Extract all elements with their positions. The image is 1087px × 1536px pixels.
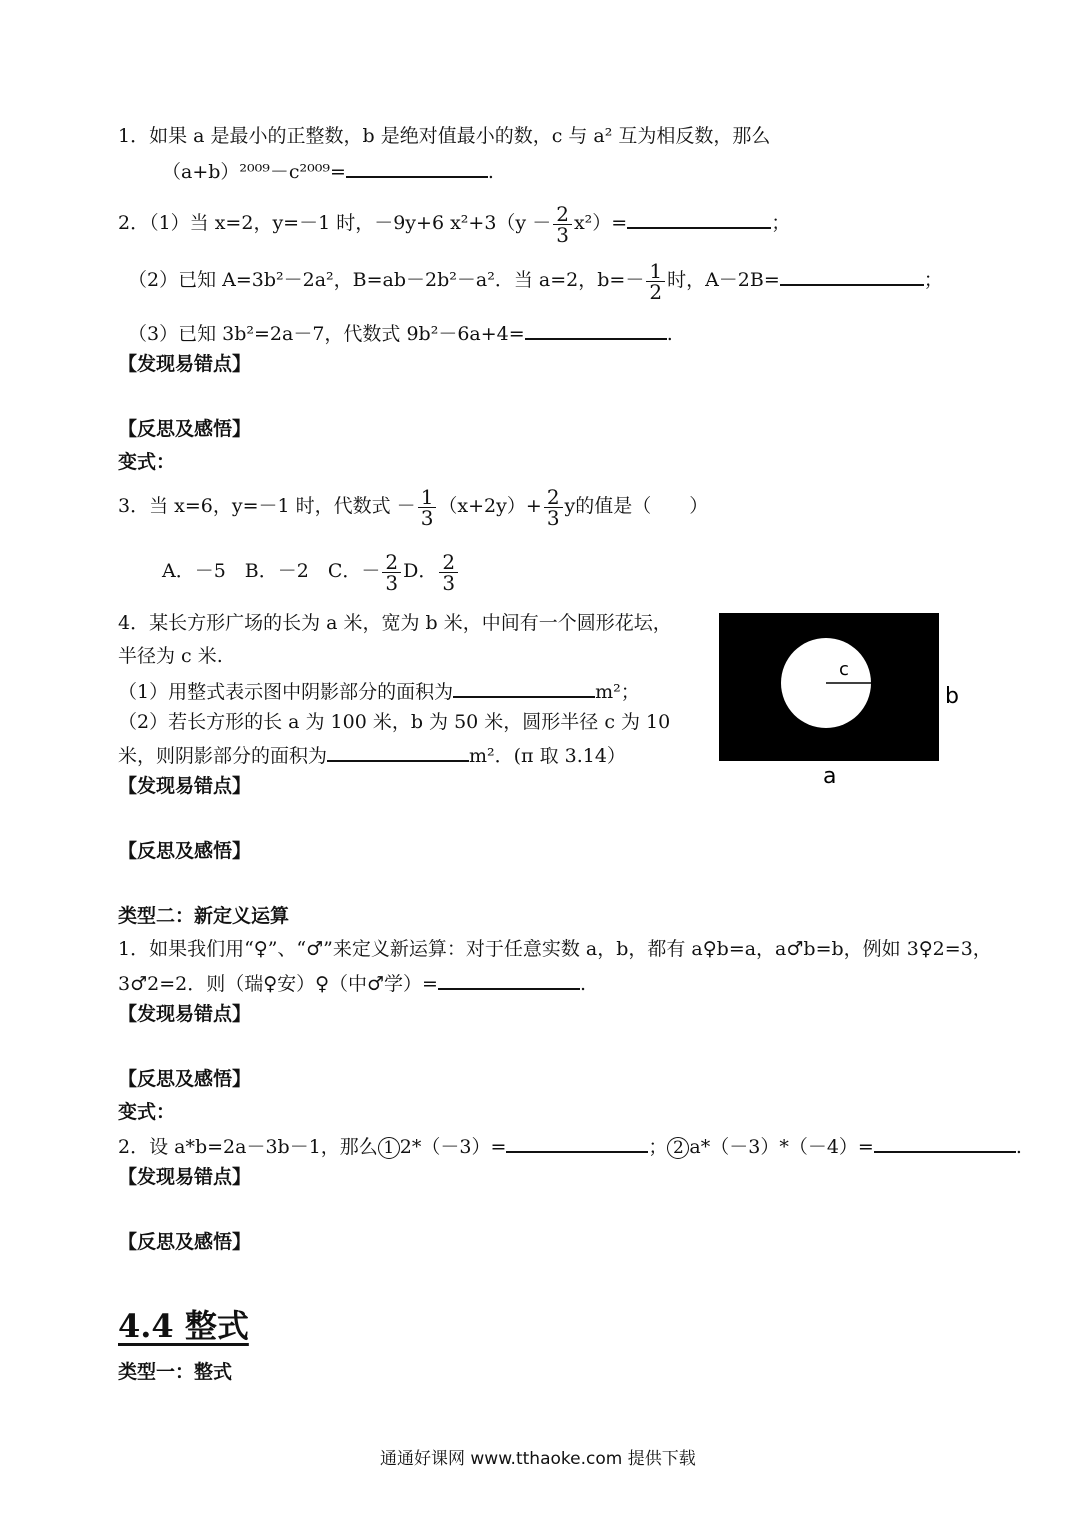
answer-blank[interactable] — [780, 266, 924, 286]
q4-line3: （1）用整式表示图中阴影部分的面积为 m²； — [118, 678, 640, 704]
q4-line5: 米，则阴影部分的面积为 m²．(π 取 3.14） — [118, 742, 626, 768]
answer-blank[interactable] — [327, 742, 469, 762]
type2-q1-line1: 1．如果我们用“♀”、“♂”来定义新运算：对于任意实数 a，b，都有 a♀b=a，a♂b=b，例如 3♀2=3， — [118, 938, 992, 960]
type2-q2: 2．设 a*b=2a－3b－1，那么 1 2*（－3）= ； 2 a*（－3）*（－4）= . — [118, 1133, 1022, 1159]
circled-number: 2 — [667, 1137, 689, 1159]
variant-label: 变式： — [118, 1101, 176, 1123]
fraction: $\frac{2}{3}$ — [553, 204, 572, 245]
variant-label: 变式： — [118, 451, 176, 473]
length-label: a — [823, 764, 837, 789]
q4-line2: 半径为 c 米. — [118, 645, 223, 667]
answer-blank[interactable] — [453, 678, 595, 698]
reflect-label: 【反思及感悟】 — [118, 1068, 252, 1090]
q4-line4: （2）若长方形的长 a 为 100 米，b 为 50 米，圆形半径 c 为 10 — [118, 711, 671, 733]
q3-options: A．－5 B．－2 C．－ $\frac{2}{3}$ D． $\frac{2}{3}$ — [162, 548, 460, 594]
q2-part1: 2．（1）当 x=2，y=－1 时，－9y+6 x²+3（y － $\frac{2}{3}$ x²）= ； — [118, 201, 791, 247]
mistakes-label: 【发现易错点】 — [118, 1166, 252, 1188]
width-label: b — [945, 684, 959, 709]
radius-label: c — [839, 659, 849, 680]
answer-blank[interactable] — [874, 1133, 1016, 1153]
fraction: $\frac{2}{3}$ — [382, 552, 401, 593]
q2-part3: （3）已知 3b²=2a－7，代数式 9b²－6a+4= . — [128, 320, 673, 346]
answer-blank[interactable] — [438, 970, 580, 990]
q1-line1: 1．如果 a 是最小的正整数，b 是绝对值最小的数，c 与 a² 互为相反数，那么 — [118, 125, 771, 147]
q2-part2: （2）已知 A=3b²－2a²，B=ab－2b²－a²．当 a=2，b=－ $\frac{1}{2}$ 时，A－2B= ； — [128, 258, 943, 304]
fraction: $\frac{1}{2}$ — [646, 261, 665, 302]
answer-blank[interactable] — [627, 209, 771, 229]
mistakes-label: 【发现易错点】 — [118, 353, 252, 375]
fraction: $\frac{1}{3}$ — [418, 487, 437, 528]
q1-line2: （a+b）²⁰⁰⁹－c²⁰⁰⁹= . — [162, 158, 494, 184]
reflect-label: 【反思及感悟】 — [118, 1231, 252, 1253]
section-subtitle: 类型一：整式 — [118, 1361, 233, 1383]
type2-title: 类型二：新定义运算 — [118, 905, 290, 927]
circled-number: 1 — [378, 1137, 400, 1159]
type2-q1-line2: 3♂2=2．则（瑞♀安）♀（中♂学）= . — [118, 970, 586, 996]
reflect-label: 【反思及感悟】 — [118, 840, 252, 862]
answer-blank[interactable] — [346, 158, 488, 178]
footer-text: 通通好课网 www.tthaoke.com 提供下载 — [380, 1449, 696, 1469]
fraction: $\frac{2}{3}$ — [544, 487, 563, 528]
mistakes-label: 【发现易错点】 — [118, 1003, 252, 1025]
fraction: $\frac{2}{3}$ — [439, 552, 458, 593]
mistakes-label: 【发现易错点】 — [118, 775, 252, 797]
q3-line: 3．当 x=6，y=－1 时，代数式 － $\frac{1}{3}$ （x+2y）+ $\frac{2}{3}$ y的值是（ ） — [118, 484, 709, 530]
answer-blank[interactable] — [525, 320, 667, 340]
reflect-label: 【反思及感悟】 — [118, 418, 252, 440]
section-title: 4.4 整式 — [118, 1307, 249, 1345]
rectangle-circle-figure — [717, 613, 967, 793]
answer-blank[interactable] — [506, 1133, 648, 1153]
q4-line1: 4．某长方形广场的长为 a 米，宽为 b 米，中间有一个圆形花坛， — [118, 612, 672, 634]
